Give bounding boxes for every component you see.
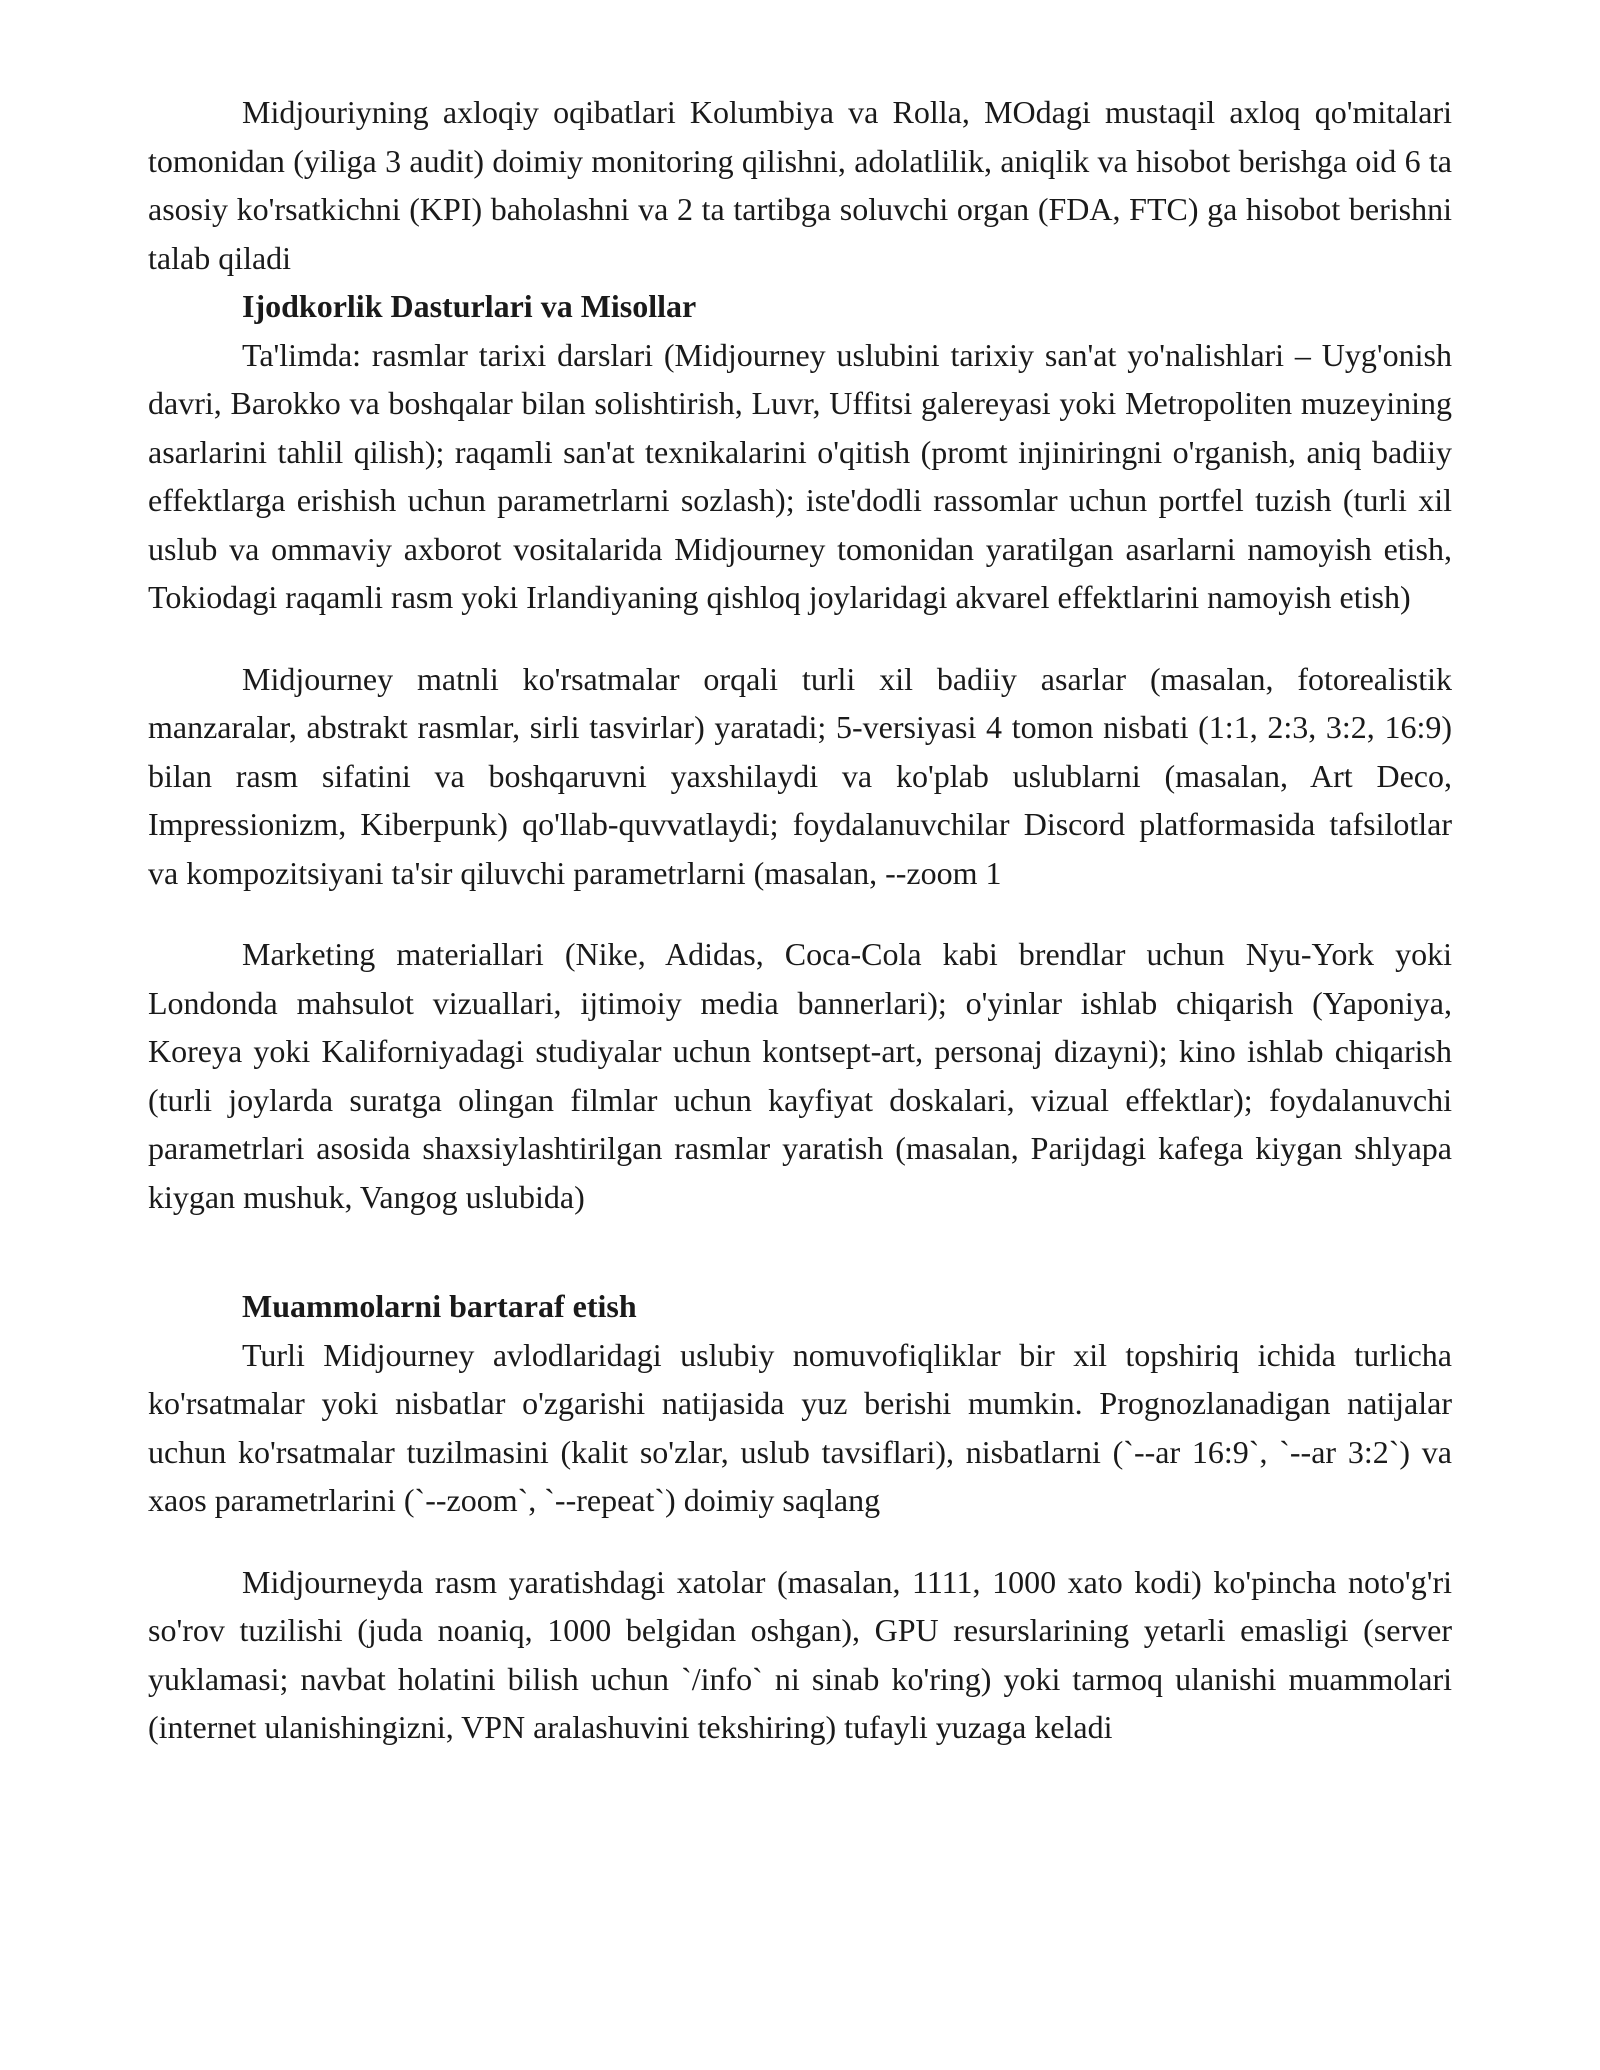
document-page (148, 88, 1452, 1752)
paragraph-ethics: Midjouriyning axloqiy oqibatlari Kolumbiya va Rolla, MOdagi mustaqil axloq qo'mitalari tomonidan (yiliga 3 audit) doimiy monitoring qilishni, adolatlilik, aniqlik va hisobot berishga oid 6 ta asosiy ko'rsatkichni (KPI) baholashni va 2 ta tartibga soluvchi organ (FDA, FTC) ga hisobot berishni talab qiladi (148, 94, 1452, 276)
heading-creative-programs: Ijodkorlik Dasturlari va Misollar (242, 288, 697, 324)
paragraph-education: Ta'limda: rasmlar tarixi darslari (Midjourney uslubini tarixiy san'at yo'nalishlari – Uyg'onish davri, Barokko va boshqalar bilan solishtirish, Luvr, Uffitsi galereyasi yoki Metropoliten muzeyining asarlarini tahlil qilish); raqamli san'at texnikalarini o'qitish (promt injiniringni o'rganish, aniq badiiy effektlarga erishish uchun parametrlarni sozlash); iste'dodli rassomlar uchun portfel tuzish (turli xil uslub va ommaviy axborot vositalarida Midjourney tomonidan yaratilgan asarlarni namoyish etish, Tokiodagi raqamli rasm yoki Irlandiyaning qishloq joylaridagi akvarel effektlarini namoyish etish) (148, 336, 1452, 615)
heading-troubleshooting: Muammolarni bartaraf etish (242, 1288, 637, 1324)
paragraph-marketing: Marketing materiallari (Nike, Adidas, Coca-Cola kabi brendlar uchun Nyu-York yoki Londonda mahsulot vizuallari, ijtimoiy media bannerlari); o'yinlar ishlab chiqarish (Yaponiya, Koreya yoki Kaliforniyadagi studiyalar uchun kontsept-art, personaj dizayni); kino ishlab chiqarish (turli joylarda suratga olingan filmlar uchun kayfiyat doskalari, vizual effektlar); foydalanuvchi parametrlari asosida shaxsiylashtirilgan rasmlar yaratish (masalan, Parijdagi kafega kiygan shlyapa kiygan mushuk, Vangog uslubida) (148, 936, 1452, 1215)
paragraph-style-inconsistency: Turli Midjourney avlodlaridagi uslubiy nomuvofiqliklar bir xil topshiriq ichida turlicha ko'rsatmalar yoki nisbatlar o'zgarishi natijasida yuz berishi mumkin. Prognozlanadigan natijalar uchun ko'rsatmalar tuzilmasini (kalit so'zlar, uslub tavsiflari), nisbatlarni (`--ar 16:9`, `--ar 3:2`) va xaos parametrlarini (`--zoom`, `--repeat`) doimiy saqlang (148, 1336, 1452, 1518)
paragraph-midjourney-features: Midjourney matnli ko'rsatmalar orqali turli xil badiiy asarlar (masalan, fotorealistik manzaralar, abstrakt rasmlar, sirli tasvirlar) yaratadi; 5-versiyasi 4 tomon nisbati (1:1, 2:3, 3:2, 16:9) bilan rasm sifatini va boshqaruvni yaxshilaydi va ko'plab uslublarni (masalan, Art Deco, Impressionizm, Kiberpunk) qo'llab-quvvatlaydi; foydalanuvchilar Discord platformasida tafsilotlar va kompozitsiyani ta'sir qiluvchi parametrlarni (masalan, --zoom 1 (148, 660, 1452, 891)
paragraph-errors: Midjourneyda rasm yaratishdagi xatolar (masalan, 1111, 1000 xato kodi) ko'pincha noto'g'ri so'rov tuzilishi (juda noaniq, 1000 belgidan oshgan), GPU resurslarining yetarli emasligi (server yuklamasi; navbat holatini bilish uchun `/info` ni sinab ko'ring) yoki tarmoq ulanishi muammolari (internet ulanishingizni, VPN aralashuvini tekshiring) tufayli yuzaga keladi (148, 1563, 1452, 1745)
